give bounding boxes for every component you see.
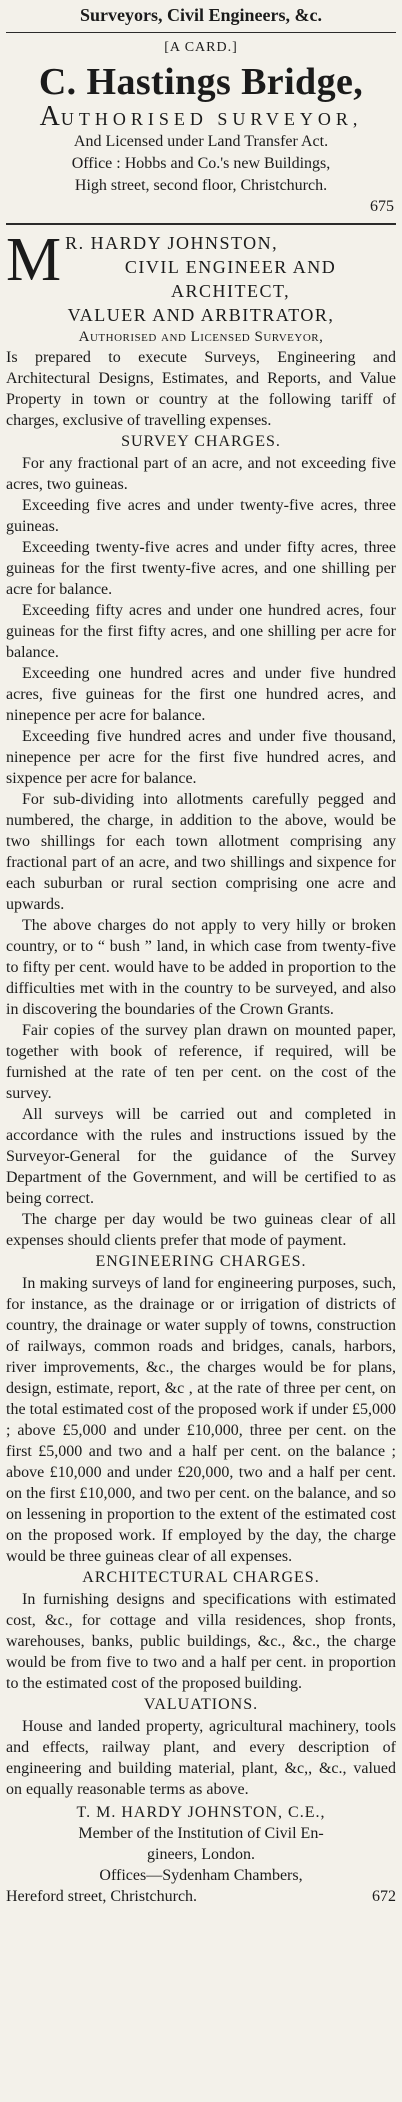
johnston-advert (6, 226, 396, 1907)
survey-charge-paragraph: Exceeding fifty acres and under one hundred acres, four guineas for the first fifty acres, and one shilling per acre for balance. (6, 602, 396, 661)
card-ref-number: 675 (370, 198, 394, 215)
signature-line2: Member of the Institution of Civil En- (78, 1825, 324, 1842)
advert-header-lines (65, 231, 396, 303)
card-licence: And Licensed under Land Transfer Act. (73, 133, 329, 150)
survey-charge-paragraph: The above charges do not apply to very hilly or broken country, or to “ bush ” land, in which case from twenty-five to fifty per cent. would have to be added in proportion to the difficulties met with in the country to be surveyed, and also in discovering the boundaries of the Crown Grants. (6, 917, 396, 1018)
engineering-charges-heading: ENGINEERING CHARGES. (95, 1253, 307, 1270)
card-office-line1: Office : Hobbs and Co.'s new Buildings, (71, 155, 331, 172)
engineering-paragraph: In making surveys of land for engineering purposes, such, for instance, as the drainage or or irrigation of districts of country, the drainage or water supply of towns, construction of railways, common roads and bridges, canals, harbors, river improvements, &c., the charges would be for plans, design, estimate, report, &c , at the rate of three per cent, on the total estimated cost of the proposed work if under £5,000 ; above £5,000 and under £10,000, three per cent. on the first £5,000 and two and a half per cent. on the balance ; above £10,000 and under £20,000, two and a half per cent. on the first £10,000, and two per cent. on the balance, and so on lessening in proportion to the extent of the estimated cost on the proposed work. If employed by the day, the charge would be three guineas clear of all expenses. (6, 1275, 396, 1565)
survey-charge-paragraph: Exceeding five acres and under twenty-five acres, three guineas. (6, 497, 396, 535)
architectural-charges-heading: ARCHITECTURAL CHARGES. (82, 1569, 320, 1586)
survey-charge-paragraph: The charge per day would be two guineas clear of all expenses should clients prefer that mode of payment. (6, 1211, 396, 1249)
survey-charge-paragraph: All surveys will be carried out and completed in accordance with the rules and instructions issued by the Surveyor-General for the guidance of the Survey Department of the Government, and will be certified to as being correct. (6, 1106, 396, 1207)
card-title-initial: A (39, 101, 61, 132)
advert-subtitle: Authorised and Licensed Surveyor, (78, 329, 324, 345)
advert-header (6, 226, 396, 303)
survey-charge-paragraph: Exceeding twenty-five acres and under fifty acres, three guineas for the first twenty-five acres, and one shilling per acre for balance. (6, 539, 396, 598)
section-divider (6, 32, 396, 33)
signature-line3: gineers, London. (147, 1846, 255, 1863)
card-title (6, 101, 396, 132)
section-heading: Surveyors, Civil Engineers, &c. (80, 5, 322, 25)
card-label: [A CARD.] (164, 40, 238, 55)
bridge-card-advert (6, 39, 396, 217)
signature-name: T. M. HARDY JOHNSTON, C.E., (76, 1804, 326, 1821)
survey-charge-paragraph: For sub-dividing into allotments carefully pegged and numbered, the charge, in addition to the above, would be two shillings for each town allotment comprising any fractional part of an acre, and two shillings and sixpence for each suburban or rural section comprising one acre and upwards. (6, 791, 396, 913)
survey-charge-paragraph: Exceeding five hundred acres and under five thousand, ninepence per acre for the first five hundred acres, and sixpence per acre for balance. (6, 728, 396, 787)
advert-divider (6, 223, 396, 225)
valuations-heading: VALUATIONS. (143, 1696, 259, 1713)
advert-intro: Is prepared to execute Surveys, Engineering and Architectural Designs, Estimates, and Reports, and Value Property in town or country at the following tariff of charges, exclusive of travelling expenses. (6, 349, 396, 429)
card-name: C. Hastings Bridge, (38, 61, 364, 103)
survey-charge-paragraph: For any fractional part of an acre, and not exceeding five acres, two guineas. (6, 455, 396, 493)
survey-charges-list (6, 453, 396, 1251)
advert-ref-number: 672 (372, 1888, 396, 1905)
card-office-line2: High street, second floor, Christchurch. (74, 177, 328, 194)
survey-charge-paragraph: Fair copies of the survey plan drawn on mounted paper, together with book of reference, if required, will be furnished at the rate of ten per cent. on the cost of the survey. (6, 1022, 396, 1102)
valuations-paragraph: House and landed property, agricultural machinery, tools and effects, railway plant, and every description of engineering and building material, plant, &c,, &c., valued on equally reasonable terms as above. (6, 1718, 396, 1798)
advert-header-line1: R. HARDY JOHNSTON, (65, 233, 279, 253)
architectural-paragraph: In furnishing designs and specifications with estimated cost, &c., for cottage and villa residences, shop fronts, warehouses, banks, public buildings, &c., &c., the charge would be from five to two and a half per cent. in proportion to the estimated cost of the proposed building. (6, 1591, 396, 1692)
card-title-rest: UTHORISED SURVEYOR, (60, 109, 363, 129)
signature-block (6, 1802, 396, 1907)
drop-cap: M (6, 226, 62, 294)
advert-header-line2: CIVIL ENGINEER AND (124, 257, 337, 277)
survey-charge-paragraph: Exceeding one hundred acres and under five hundred acres, five guineas for the first one hundred acres, and ninepence per acre for balance. (6, 665, 396, 724)
survey-charges-heading: SURVEY CHARGES. (121, 433, 281, 450)
signature-line5: Hereford street, Christchurch. (6, 1888, 198, 1905)
signature-footer (6, 1886, 396, 1907)
signature-line4: Offices—Sydenham Chambers, (99, 1867, 303, 1884)
advert-valuer: VALUER AND ARBITRATOR, (67, 305, 335, 325)
advert-header-line3: ARCHITECT, (170, 281, 291, 301)
